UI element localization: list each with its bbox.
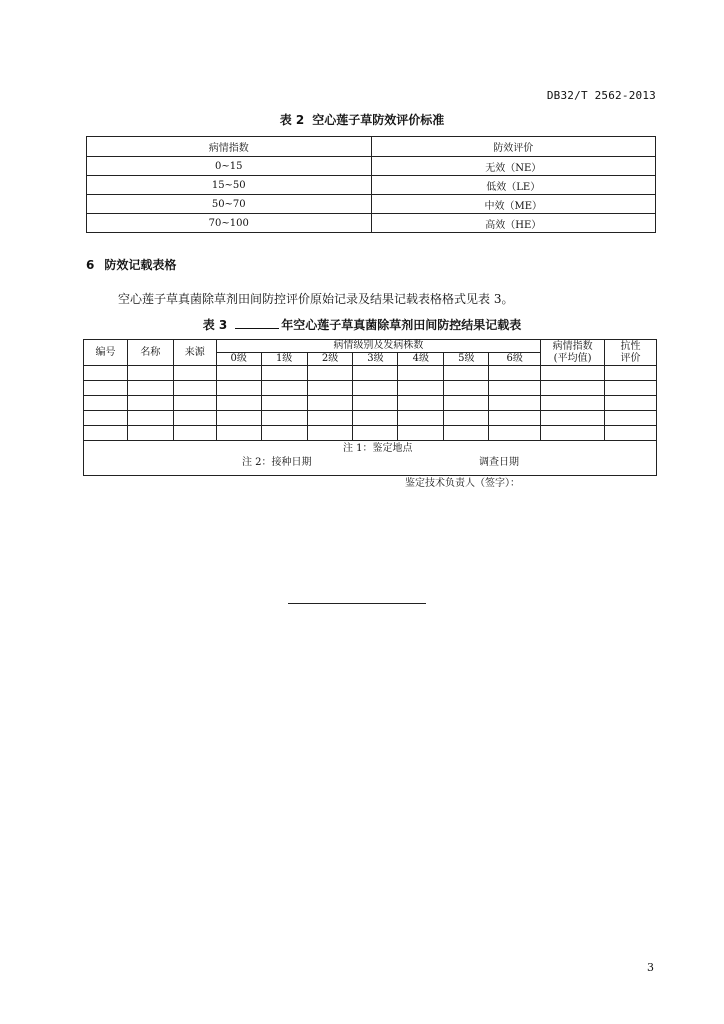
table-cell: 高效（HE）: [371, 214, 656, 233]
empty-cell: [541, 411, 605, 426]
empty-cell: [444, 426, 489, 441]
header-grade-group: 病情级别及发病株数: [216, 340, 540, 353]
empty-cell: [261, 366, 307, 381]
header-source: 来源: [173, 340, 216, 366]
empty-cell: [216, 396, 261, 411]
notes-cell: [84, 441, 657, 476]
year-blank: [235, 317, 279, 329]
empty-cell: [541, 381, 605, 396]
empty-cell: [353, 396, 398, 411]
empty-cell: [307, 381, 353, 396]
empty-cell: [398, 396, 444, 411]
survey-date: 调查日期: [479, 457, 519, 468]
table-row: [87, 157, 656, 176]
header-resistance: [605, 340, 657, 366]
evaluation-standard-table: [86, 136, 656, 233]
table-row: [84, 381, 657, 396]
empty-cell: [353, 426, 398, 441]
table-cell: 低效（LE）: [371, 176, 656, 195]
header-resistance-line2: 评价: [620, 352, 641, 364]
table-cell: 0~15: [87, 157, 372, 176]
table2-header-disease-index: 病情指数: [87, 137, 372, 157]
empty-cell: [216, 381, 261, 396]
table2-header-efficacy: 防效评价: [371, 137, 656, 157]
empty-cell: [84, 396, 128, 411]
table-row: [84, 366, 657, 381]
empty-cell: [261, 396, 307, 411]
header-grade-0: 0级: [216, 353, 261, 366]
table3-number: 表 3: [202, 318, 228, 332]
empty-cell: [541, 366, 605, 381]
empty-cell: [261, 381, 307, 396]
page-number: 3: [647, 961, 654, 974]
table-cell: 无效（NE）: [371, 157, 656, 176]
table-cell: 15~50: [87, 176, 372, 195]
empty-cell: [489, 396, 541, 411]
empty-cell: [353, 381, 398, 396]
table3-caption: [0, 316, 724, 333]
note-1: 注 1：鉴定地点: [343, 443, 413, 454]
header-grade-5: 5级: [444, 353, 489, 366]
empty-cell: [127, 366, 173, 381]
empty-cell: [444, 396, 489, 411]
empty-cell: [127, 381, 173, 396]
header-disease-index-line2: (平均值): [553, 352, 592, 364]
empty-cell: [307, 366, 353, 381]
empty-cell: [84, 426, 128, 441]
record-table: [83, 339, 657, 476]
empty-cell: [173, 396, 216, 411]
header-disease-index: [541, 340, 605, 366]
table2-caption: [0, 111, 724, 128]
empty-cell: [127, 396, 173, 411]
header-grade-6: 6级: [489, 353, 541, 366]
header-grade-4: 4级: [398, 353, 444, 366]
table-row: [87, 195, 656, 214]
empty-cell: [605, 381, 657, 396]
note-2: 注 2：接种日期: [242, 457, 312, 468]
empty-cell: [605, 366, 657, 381]
empty-cell: [216, 411, 261, 426]
document-code: DB32/T 2562-2013: [546, 89, 656, 102]
empty-cell: [173, 426, 216, 441]
empty-cell: [444, 381, 489, 396]
empty-cell: [261, 411, 307, 426]
notes-row: [84, 441, 657, 476]
table-row: [84, 411, 657, 426]
header-name: 名称: [127, 340, 173, 366]
empty-cell: [605, 426, 657, 441]
empty-cell: [489, 381, 541, 396]
empty-cell: [84, 411, 128, 426]
table2-title: 空心莲子草防效评价标准: [312, 113, 445, 127]
empty-cell: [605, 396, 657, 411]
empty-cell: [398, 426, 444, 441]
empty-cell: [307, 411, 353, 426]
empty-cell: [444, 366, 489, 381]
section-number: 6: [86, 258, 95, 272]
empty-cell: [541, 396, 605, 411]
empty-cell: [173, 366, 216, 381]
empty-cell: [216, 366, 261, 381]
responsible-signature: 鉴定技术负责人（签字）：: [405, 478, 520, 489]
table-row: [87, 214, 656, 233]
header-grade-3: 3级: [353, 353, 398, 366]
table-row: [84, 426, 657, 441]
note-line-2: [84, 457, 656, 471]
empty-cell: [173, 411, 216, 426]
empty-cell: [398, 366, 444, 381]
table-cell: 中效（ME）: [371, 195, 656, 214]
separator-line: [288, 603, 426, 604]
empty-cell: [84, 381, 128, 396]
empty-cell: [127, 411, 173, 426]
table3-title: 年空心莲子草真菌除草剂田间防控结果记载表: [281, 318, 522, 332]
empty-cell: [216, 426, 261, 441]
table-cell: 70~100: [87, 214, 372, 233]
body-paragraph: 空心莲子草真菌除草剂田间防控评价原始记录及结果记载表格格式见表 3。: [118, 292, 514, 306]
header-grade-2: 2级: [307, 353, 353, 366]
empty-cell: [261, 426, 307, 441]
empty-cell: [489, 426, 541, 441]
empty-cell: [84, 366, 128, 381]
header-id: 编号: [84, 340, 128, 366]
note-line-1: [84, 443, 656, 457]
empty-cell: [353, 366, 398, 381]
empty-cell: [307, 396, 353, 411]
table-row: [84, 396, 657, 411]
empty-cell: [127, 426, 173, 441]
empty-cell: [398, 381, 444, 396]
table2-header-row: [87, 137, 656, 157]
empty-cell: [541, 426, 605, 441]
empty-cell: [398, 411, 444, 426]
table3-header-row-1: [84, 340, 657, 353]
header-resistance-line1: 抗性: [620, 340, 641, 352]
empty-cell: [444, 411, 489, 426]
table-cell: 50~70: [87, 195, 372, 214]
empty-cell: [353, 411, 398, 426]
empty-cell: [605, 411, 657, 426]
section-heading: [86, 256, 176, 273]
empty-cell: [489, 411, 541, 426]
table2-number: 表 2: [279, 113, 305, 127]
empty-cell: [307, 426, 353, 441]
table-row: [87, 176, 656, 195]
section-title: 防效记载表格: [104, 258, 177, 272]
empty-cell: [173, 381, 216, 396]
empty-cell: [489, 366, 541, 381]
header-disease-index-line1: 病情指数: [552, 340, 593, 352]
header-grade-1: 1级: [261, 353, 307, 366]
